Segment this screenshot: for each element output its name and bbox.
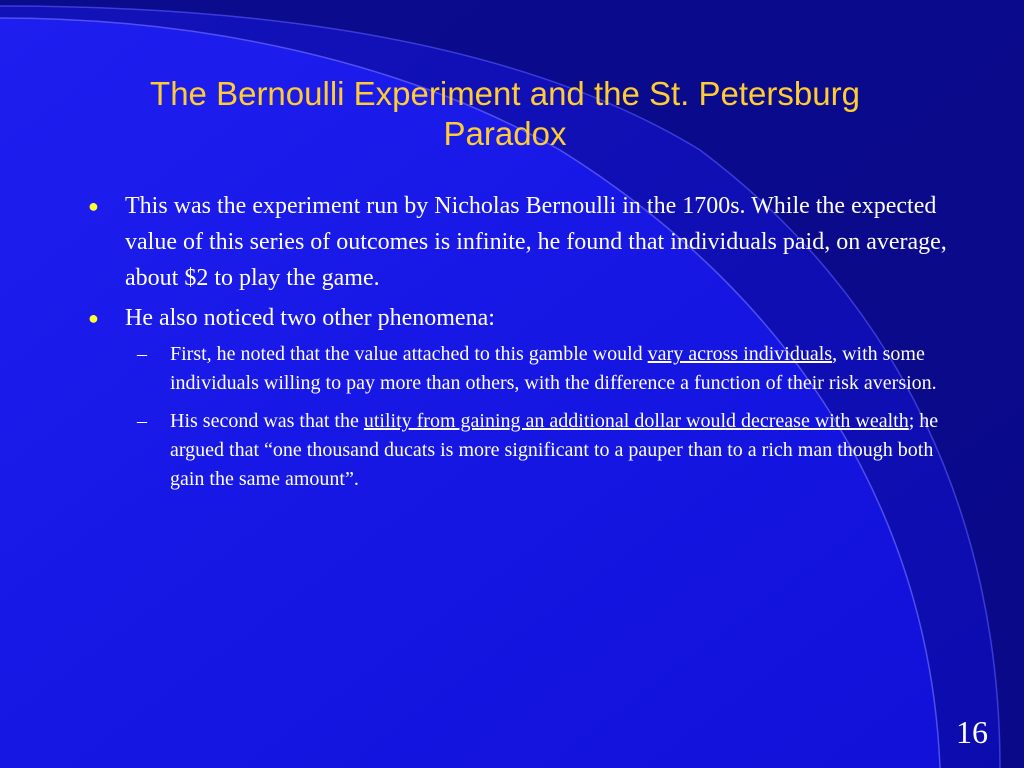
sub-bullet-list (125, 340, 954, 494)
bullet-item (84, 188, 954, 296)
slide-title: The Bernoulli Experiment and the St. Petersburg Paradox (150, 75, 860, 152)
bullet-text: He also noticed two other phenomena: (125, 305, 495, 331)
bullet-item (84, 300, 954, 336)
bullet-text: This was the experiment run by Nicholas Bernoulli in the 1700s. While the expected value of this series of outcomes is infinite, he found that individuals paid, on average, about $2 to play the game. (125, 193, 947, 291)
sub-bullet-text: , with some individuals willing to pay more than others, with the difference a function of their risk aversion. (170, 343, 937, 394)
sub-bullet-item (125, 340, 954, 398)
slide-content (84, 188, 954, 503)
underlined-phrase: vary across individuals (647, 343, 833, 365)
dash-icon: – (137, 410, 147, 432)
page-number: 16 (956, 714, 988, 750)
bullet-dot-icon: ● (88, 196, 99, 216)
sub-bullet-item (125, 407, 954, 494)
dash-icon: – (137, 343, 147, 365)
sub-bullet-text: His second was that the (170, 410, 364, 432)
bullet-dot-icon: ● (88, 308, 99, 328)
sub-bullet-text: ; he argued that “one thousand ducats is more significant to a pauper than to a rich man though both gain the same amount”. (170, 410, 939, 490)
sub-bullet-text: First, he noted that the value attached to this gamble would (170, 343, 648, 365)
underlined-phrase: utility from gaining an additional dollar would decrease with wealth (363, 410, 909, 432)
